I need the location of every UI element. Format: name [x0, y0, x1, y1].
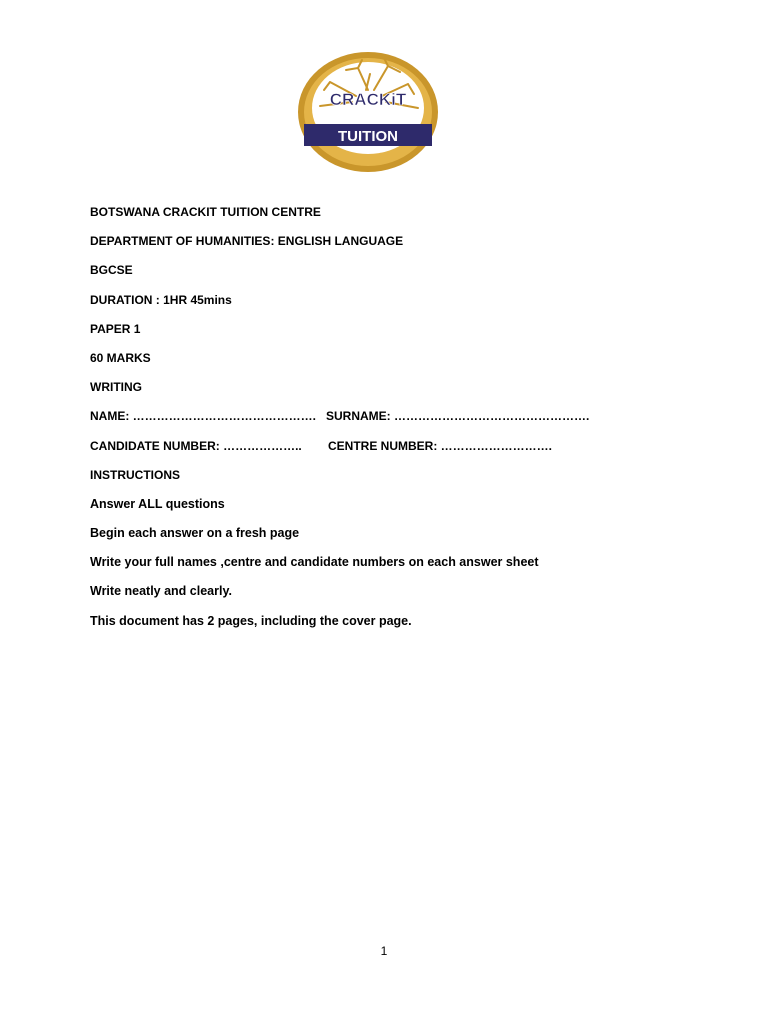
centre-number-field: CENTRE NUMBER: ……………………….	[328, 438, 552, 453]
name-field: NAME: ……………………………………….	[90, 409, 316, 424]
logo-top-word: CRACKiT	[329, 90, 407, 109]
instruction-item: Write your full names ,centre and candidate numbers on each answer sheet	[90, 555, 539, 570]
paper-number: PAPER 1	[90, 321, 141, 336]
number-row	[90, 439, 710, 468]
section-name: WRITING	[90, 380, 142, 395]
crackit-tuition-logo	[296, 50, 440, 174]
name-row	[90, 409, 710, 438]
candidate-number-field: CANDIDATE NUMBER: ………………..	[90, 438, 302, 453]
instruction-item: Begin each answer on a fresh page	[90, 526, 300, 541]
duration: DURATION : 1HR 45mins	[90, 292, 232, 307]
instructions-heading: INSTRUCTIONS	[90, 467, 180, 482]
logo-emblem	[296, 50, 440, 174]
cover-page-body	[90, 205, 710, 643]
surname-field: SURNAME: ………………………………………….	[326, 409, 590, 424]
logo-bottom-word: TUITION	[338, 128, 398, 145]
instruction-item: Write neatly and clearly.	[90, 584, 232, 599]
total-marks: 60 MARKS	[90, 350, 151, 365]
instruction-item: This document has 2 pages, including the cover page.	[90, 613, 412, 628]
page-number: 1	[380, 944, 388, 958]
department-title: DEPARTMENT OF HUMANITIES: ENGLISH LANGUAGE	[90, 234, 404, 249]
instruction-item: Answer ALL questions	[90, 496, 225, 511]
exam-code: BGCSE	[90, 263, 133, 278]
centre-title: BOTSWANA CRACKIT TUITION CENTRE	[90, 205, 321, 219]
